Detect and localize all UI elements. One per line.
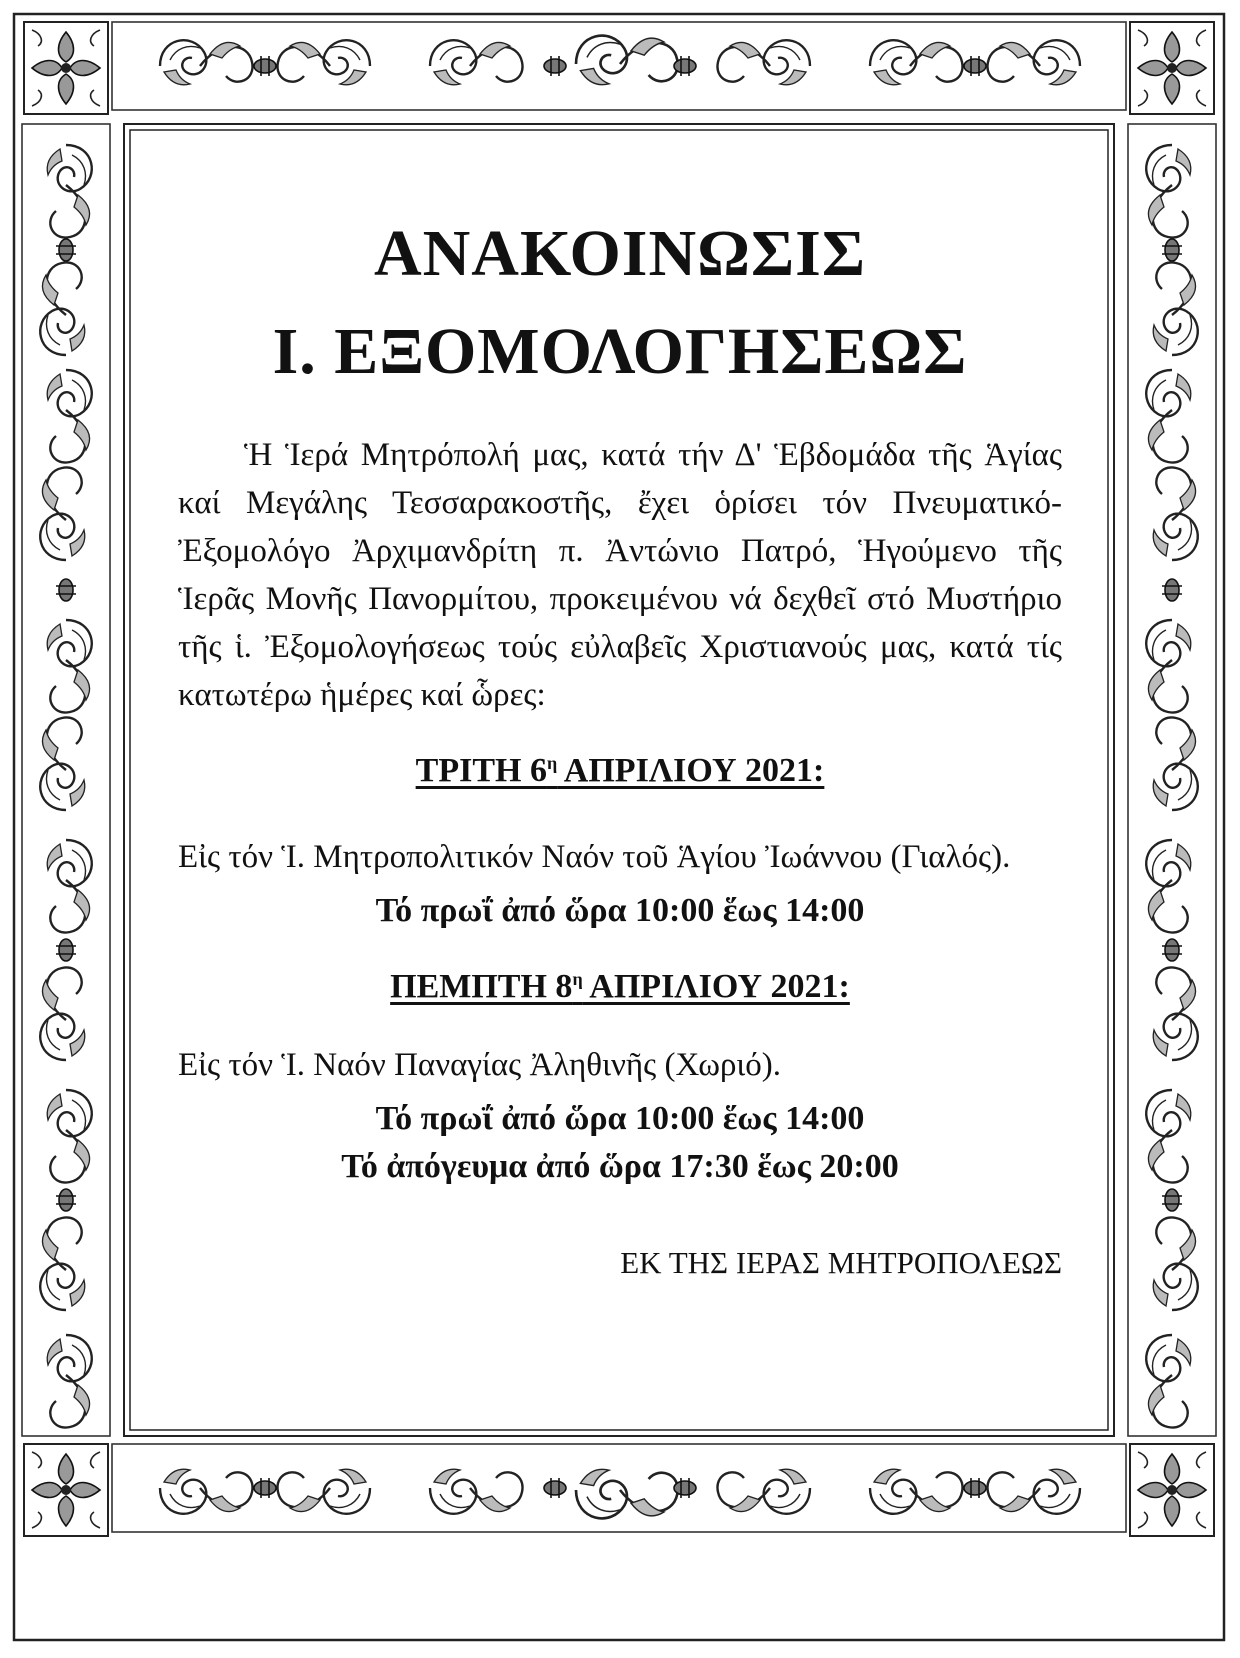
day2-heading-superscript: η <box>572 969 583 989</box>
day1-heading-after: ΑΠΡΙΛΙΟΥ 2021: <box>557 752 825 789</box>
notice-title <box>178 205 1062 401</box>
notice-title-line2: Ι. ΕΞΟΜΟΛΟΓΗΣΕΩΣ <box>272 315 968 388</box>
day1-place: Εἰς τόν Ἱ. Μητροπολιτικόν Ναόν τοῦ Ἁγίου Ἰωάννου (Γιαλός). <box>178 839 1011 875</box>
day1-hours-morning: Τό πρωΐ ἀπό ὥρα 10:00 ἕως 14:00 <box>375 892 865 929</box>
day1-heading-before: ΤΡΙΤΗ 6 <box>415 752 547 789</box>
day2-heading <box>178 955 1062 1011</box>
intro-paragraph: Ἡ Ἱερά Μητρόπολή μας, κατά τήν Δ' Ἑβδομάδα τῆς Ἁγίας καί Μεγάλης Τεσσαρακοστῆς, ἔχει ὁρίσει τόν Πνευματικό-Ἐξομολόγο Ἀρχιμανδρίτη π. Ἀντώνιο Πατρό, Ἡγούμενο τῆς Ἱερᾶς Μονῆς Πανορμίτου, προκειμένου νά δεχθεῖ στό Μυστήριο τῆς ἱ. Ἐξομολογήσεως τούς εὐλαβεῖς Χριστιανούς μας, κατά τίς κατωτέρω ἡμέρες καί ὧρες: <box>178 437 1062 713</box>
notice-title-line1: ΑΝΑΚΟΙΝΩΣΙΣ <box>373 217 866 290</box>
notice-body <box>178 205 1062 1287</box>
day2-place: Εἰς τόν Ἱ. Ναόν Παναγίας Ἀληθινῆς (Χωριό). <box>178 1047 782 1083</box>
day2-hours-morning: Τό πρωΐ ἀπό ὥρα 10:00 ἕως 14:00 <box>375 1100 865 1137</box>
day1-heading-superscript: η <box>546 753 558 773</box>
day1-heading <box>178 739 1062 795</box>
day2-heading-after: ΑΠΡΙΛΙΟΥ 2021: <box>582 968 850 1005</box>
signature: ΕΚ ΤΗΣ ΙΕΡΑΣ ΜΗΤΡΟΠΟΛΕΩΣ <box>620 1245 1062 1280</box>
day2-hours-afternoon: Τό ἀπόγευμα ἀπό ὥρα 17:30 ἕως 20:00 <box>341 1148 899 1185</box>
day2-heading-before: ΠΕΜΠΤΗ 8 <box>390 968 573 1005</box>
